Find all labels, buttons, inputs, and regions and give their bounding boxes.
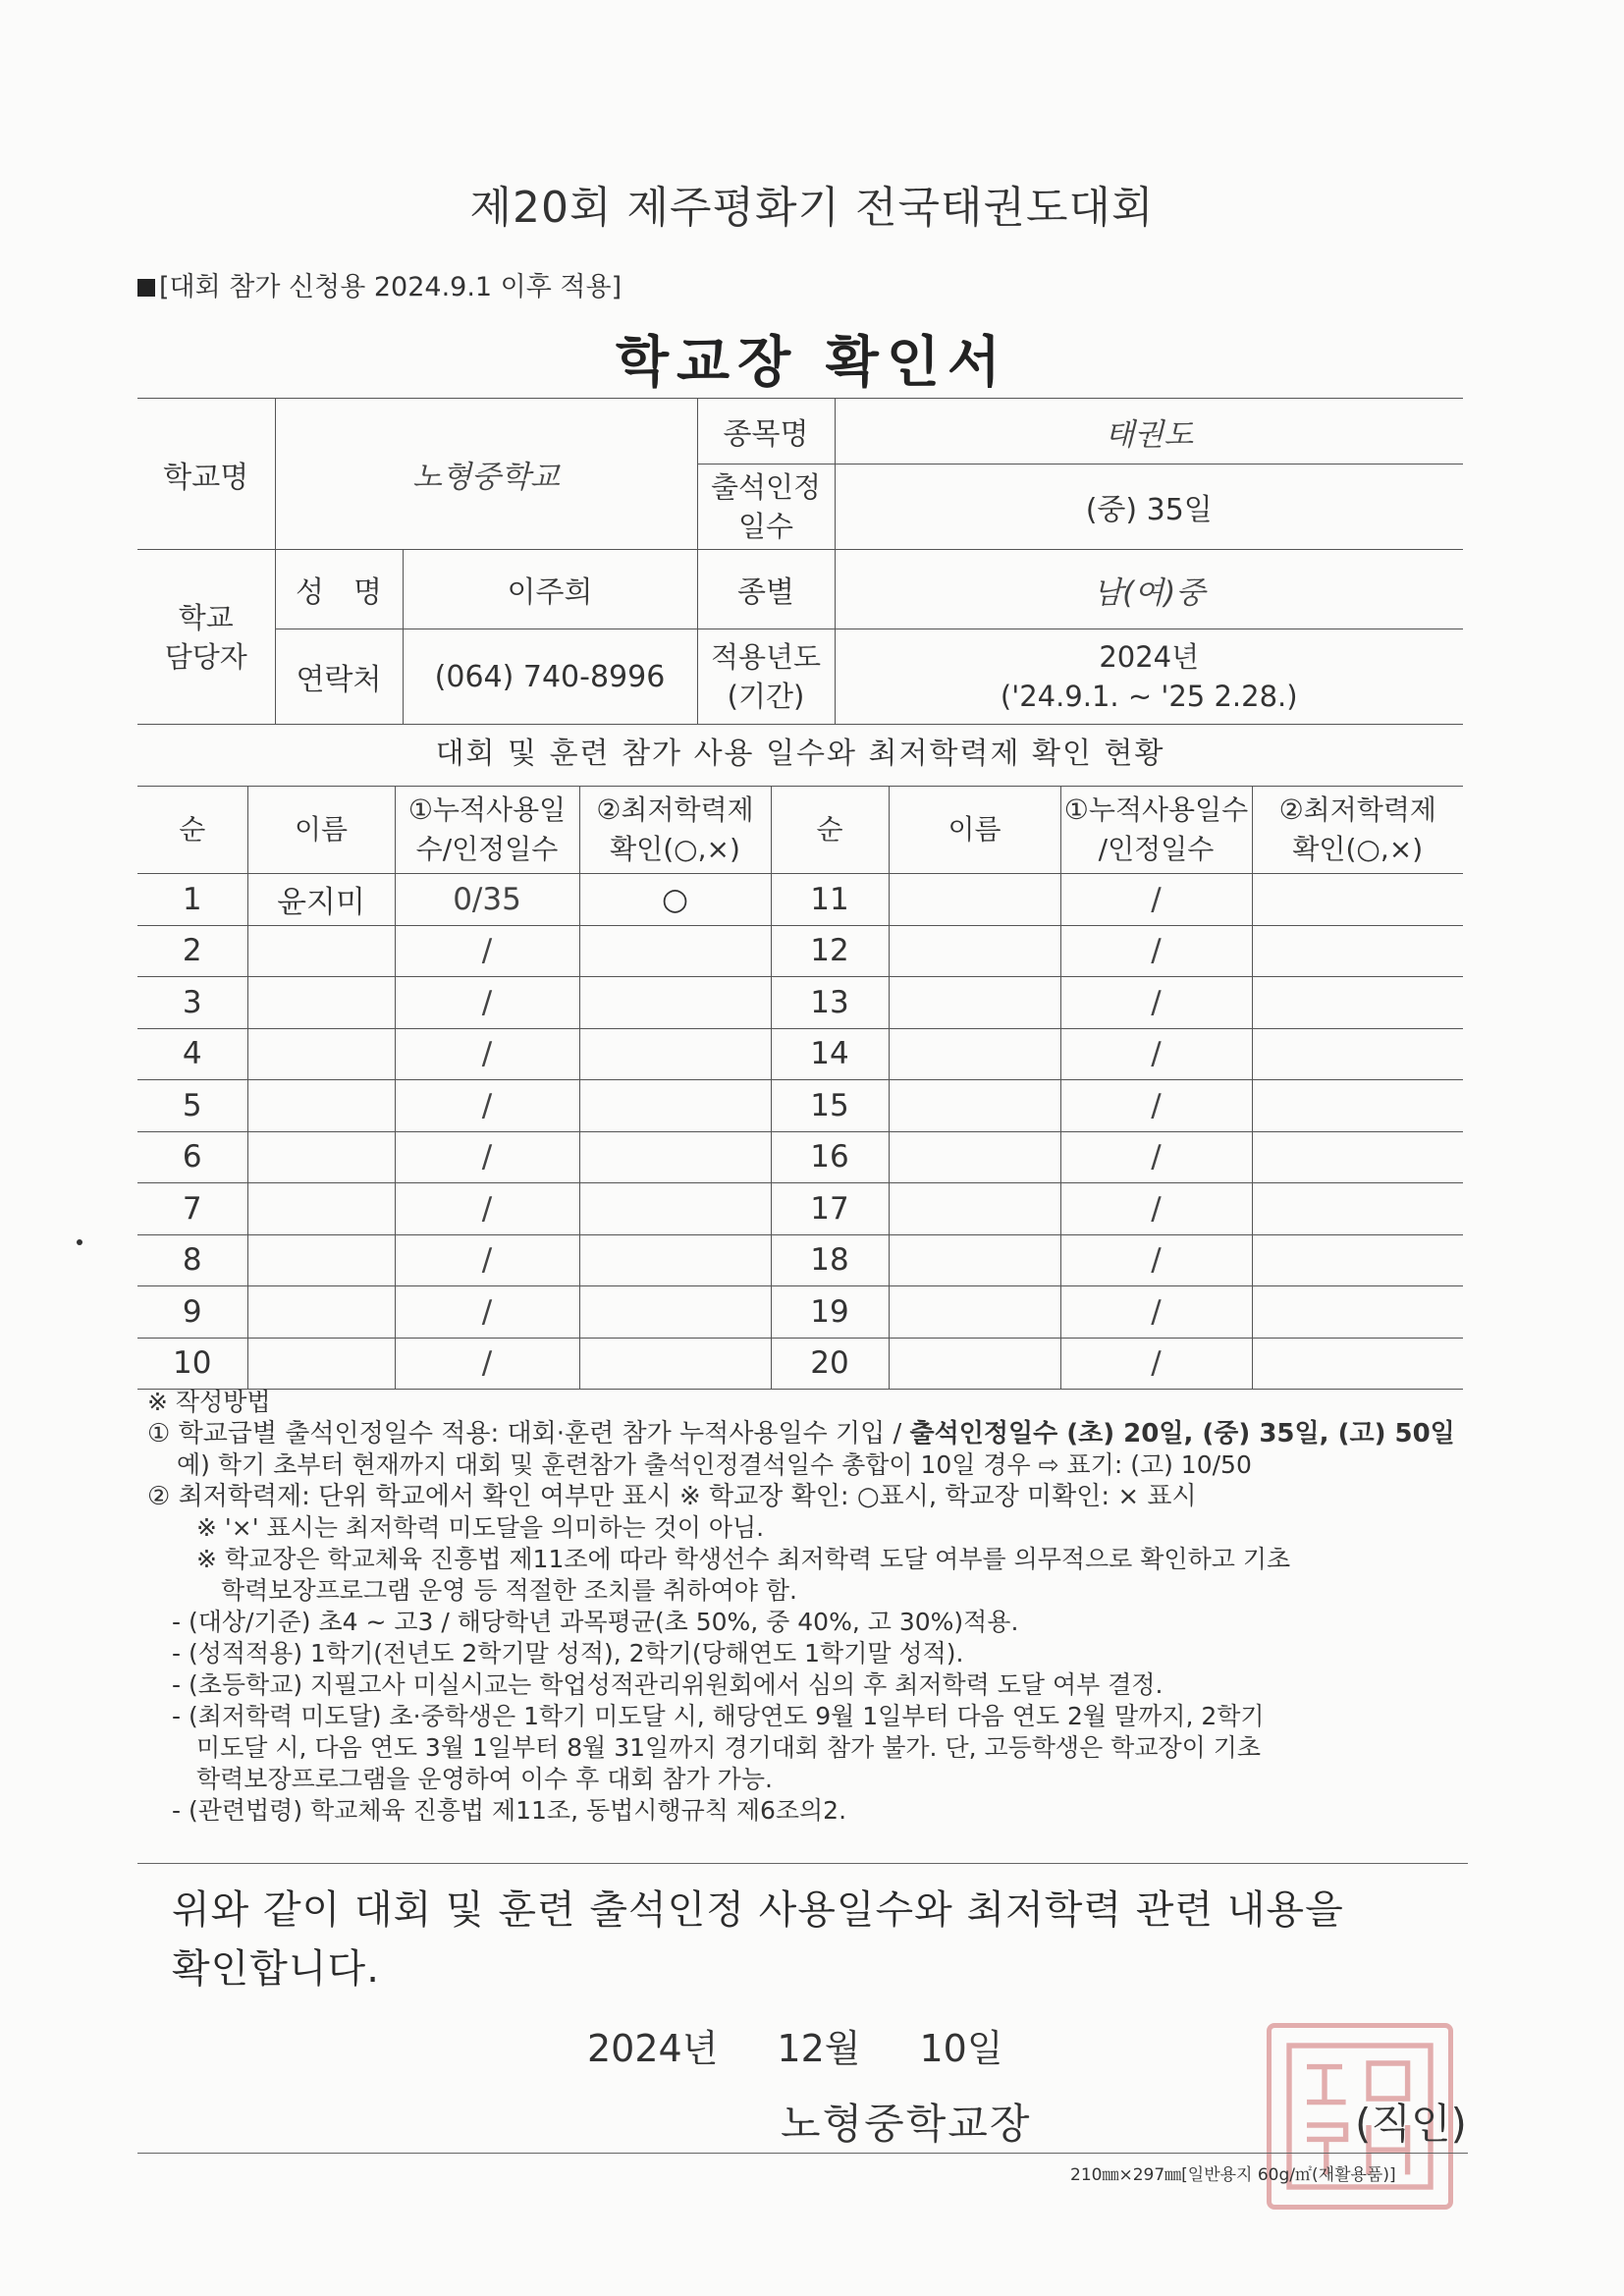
- header-check-1: ②최저학력제: [596, 793, 754, 826]
- header-no: 순: [137, 787, 247, 874]
- year-value-1: 2024년: [1099, 640, 1200, 674]
- header-days: [395, 787, 579, 874]
- attend-label-2: 일수: [737, 510, 794, 543]
- note-1-bold: 출석인정일수 (초) 20일, (중) 35일, (고) 50일: [909, 1419, 1455, 1449]
- instructions: [147, 1387, 1473, 1827]
- row-no-right: 16: [771, 1131, 889, 1183]
- row-check-right: [1252, 925, 1463, 977]
- row-no: 5: [137, 1080, 247, 1132]
- row-days: /: [395, 925, 579, 977]
- header-no-right: 순: [771, 787, 889, 874]
- row-no: 4: [137, 1028, 247, 1080]
- table-row: [137, 1286, 1463, 1339]
- table-row: [137, 1080, 1463, 1132]
- seal-label: (직인): [1355, 2100, 1467, 2148]
- header-name-right: 이름: [889, 787, 1060, 874]
- date-day: 10일: [919, 2027, 1003, 2070]
- year-label-2: (기간): [727, 680, 805, 713]
- row-check: [579, 1338, 771, 1390]
- row-days-right: /: [1060, 1080, 1252, 1132]
- name-label: 성 명: [275, 550, 403, 629]
- row-no-right: 12: [771, 925, 889, 977]
- gender-value: 남(여)중: [835, 550, 1463, 629]
- row-days: /: [395, 1028, 579, 1080]
- manager-label-2: 담당자: [164, 639, 247, 674]
- row-name-right: [889, 977, 1060, 1029]
- sub-note-text: [대회 참가 신청용 2024.9.1 이후 적용]: [159, 272, 623, 302]
- detail-1: - (대상/기준) 초4 ~ 고3 / 해당학년 과목평균(초 50%, 중 40%, 고 30%)적용.: [172, 1608, 1019, 1636]
- year-value: [835, 629, 1463, 725]
- row-days: /: [395, 1234, 579, 1286]
- row-days: /: [395, 1183, 579, 1235]
- row-name-right: [889, 1028, 1060, 1080]
- header-days-1: ①누적사용일: [407, 793, 567, 826]
- row-no: 6: [137, 1131, 247, 1183]
- note-4b: 학력보장프로그램 운영 등 적절한 조치를 취하여야 함.: [221, 1576, 797, 1605]
- note-1: [147, 1418, 1473, 1449]
- row-name: [247, 1131, 395, 1183]
- row-name: 윤지미: [247, 874, 395, 926]
- row-check: [579, 977, 771, 1029]
- info-table: [137, 398, 1463, 725]
- row-days-right: /: [1060, 1028, 1252, 1080]
- paper-spec: 210㎜×297㎜[일반용지 60g/㎡(재활용품)]: [1070, 2165, 1396, 2185]
- footer-divider: [137, 2153, 1468, 2154]
- row-no: 3: [137, 977, 247, 1029]
- row-no: 9: [137, 1286, 247, 1339]
- row-name-right: [889, 1286, 1060, 1339]
- attend-label-1: 출석인정: [710, 470, 822, 504]
- status-title: 대회 및 훈련 참가 사용 일수와 최저학력제 확인 현황: [435, 737, 1165, 771]
- row-check-right: [1252, 1131, 1463, 1183]
- table-row: [137, 874, 1463, 926]
- row-days: /: [395, 1131, 579, 1183]
- row-days: 0/35: [395, 874, 579, 926]
- contact-label: 연락처: [275, 629, 403, 725]
- confirmation-line-2: 확인합니다.: [172, 1946, 380, 1992]
- header-check-right-1: ②최저학력제: [1278, 793, 1436, 826]
- table-row: [137, 1183, 1463, 1235]
- row-days-right: /: [1060, 1131, 1252, 1183]
- sport-value: 태권도: [835, 399, 1463, 465]
- gender-label: 종별: [697, 550, 835, 629]
- header-check: [579, 787, 771, 874]
- row-name-right: [889, 1131, 1060, 1183]
- grid-header-row: [137, 787, 1463, 874]
- year-label: [697, 629, 835, 725]
- header-days-right-2: /인정일수: [1098, 833, 1215, 865]
- row-days: /: [395, 977, 579, 1029]
- row-days-right: /: [1060, 977, 1252, 1029]
- note-1-example: 예) 학기 초부터 현재까지 대회 및 훈련참가 출석인정결석일수 총합이 10일 경우 ⇨ 표기: (고) 10/50: [177, 1450, 1252, 1479]
- row-no-right: 14: [771, 1028, 889, 1080]
- row-check: [579, 1080, 771, 1132]
- event-title: 제20회 제주평화기 전국태권도대회: [469, 183, 1155, 233]
- table-row: [137, 1028, 1463, 1080]
- confirmation-text: [172, 1881, 1468, 1998]
- divider: [137, 1863, 1468, 1864]
- row-check-right: [1252, 1234, 1463, 1286]
- row-check: ○: [579, 874, 771, 926]
- principal-title: 노형중학교장: [781, 2100, 1032, 2148]
- row-check-right: [1252, 1080, 1463, 1132]
- row-name: [247, 925, 395, 977]
- table-row: [137, 977, 1463, 1029]
- row-no-right: 18: [771, 1234, 889, 1286]
- table-row: [137, 1234, 1463, 1286]
- row-no-right: 11: [771, 874, 889, 926]
- attend-label: [697, 465, 835, 550]
- row-check-right: [1252, 1338, 1463, 1390]
- row-no-right: 20: [771, 1338, 889, 1390]
- row-no: 10: [137, 1338, 247, 1390]
- header-days-right-1: ①누적사용일수: [1063, 793, 1249, 826]
- row-name-right: [889, 874, 1060, 926]
- row-check: [579, 1131, 771, 1183]
- row-check: [579, 1234, 771, 1286]
- notes-heading: ※ 작성방법: [147, 1388, 271, 1416]
- row-name: [247, 1183, 395, 1235]
- sub-note: [137, 265, 622, 303]
- row-no-right: 19: [771, 1286, 889, 1339]
- row-check-right: [1252, 977, 1463, 1029]
- row-check-right: [1252, 874, 1463, 926]
- row-no-right: 15: [771, 1080, 889, 1132]
- scan-speck: [77, 1239, 82, 1245]
- row-days-right: /: [1060, 874, 1252, 926]
- detail-2: - (성적적용) 1학기(전년도 2학기말 성적), 2학기(당해연도 1학기말 성적).: [172, 1639, 964, 1667]
- row-name-right: [889, 925, 1060, 977]
- row-name: [247, 1080, 395, 1132]
- row-days: /: [395, 1338, 579, 1390]
- row-name-right: [889, 1183, 1060, 1235]
- confirmation-line-1: 위와 같이 대회 및 훈련 출석인정 사용일수와 최저학력 관련 내용을: [172, 1887, 1344, 1933]
- row-name: [247, 1338, 395, 1390]
- row-days-right: /: [1060, 1183, 1252, 1235]
- header-name: 이름: [247, 787, 395, 874]
- contact-value: (064) 740-8996: [403, 629, 697, 725]
- note-3: ※ '×' 표시는 최저학력 미도달을 의미하는 것이 아님.: [196, 1513, 765, 1542]
- year-label-1: 적용년도: [710, 640, 822, 674]
- row-no: 7: [137, 1183, 247, 1235]
- row-days: /: [395, 1286, 579, 1339]
- year-value-2: ('24.9.1. ~ '25 2.28.): [1000, 680, 1298, 713]
- detail-3: - (초등학교) 지필고사 미실시교는 학업성적관리위원회에서 심의 후 최저학력 도달 여부 결정.: [172, 1670, 1164, 1699]
- row-no: 2: [137, 925, 247, 977]
- header-days-2: 수/인정일수: [415, 833, 559, 865]
- row-no: 1: [137, 874, 247, 926]
- detail-4b: 미도달 시, 다음 연도 3월 1일부터 8월 31일까지 경기대회 참가 불가. 단, 고등학생은 학교장이 기초: [196, 1733, 1262, 1762]
- detail-5: - (관련법령) 학교체육 진흥법 제11조, 동법시행규칙 제6조의2.: [172, 1796, 847, 1825]
- row-name-right: [889, 1338, 1060, 1390]
- row-check: [579, 925, 771, 977]
- note-1-text: ① 학교급별 출석인정일수 적용: 대회·훈련 참가 누적사용일수 기입 /: [147, 1419, 910, 1449]
- header-check-2: 확인(○,×): [610, 833, 740, 865]
- table-row: [137, 925, 1463, 977]
- date-year: 2024년: [587, 2027, 719, 2070]
- header-check-right-2: 확인(○,×): [1292, 833, 1424, 865]
- row-no-right: 17: [771, 1183, 889, 1235]
- row-name: [247, 1234, 395, 1286]
- row-name: [247, 1286, 395, 1339]
- note-4a: ※ 학교장은 학교체육 진흥법 제11조에 따라 학생선수 최저학력 도달 여부를 의무적으로 확인하고 기초: [196, 1545, 1291, 1573]
- row-days-right: /: [1060, 1286, 1252, 1339]
- row-check: [579, 1028, 771, 1080]
- row-check-right: [1252, 1183, 1463, 1235]
- issue-date: [587, 2018, 1062, 2072]
- row-no: 8: [137, 1234, 247, 1286]
- row-days-right: /: [1060, 1234, 1252, 1286]
- row-name-right: [889, 1234, 1060, 1286]
- manager-label-1: 학교: [178, 600, 234, 634]
- school-label: 학교명: [137, 399, 275, 550]
- manager-label: [137, 550, 275, 725]
- row-days: /: [395, 1080, 579, 1132]
- document-title: 학교장 확인서: [615, 331, 1009, 395]
- row-days-right: /: [1060, 925, 1252, 977]
- status-grid: [137, 786, 1463, 1390]
- school-value: 노형중학교: [275, 399, 697, 550]
- row-check-right: [1252, 1286, 1463, 1339]
- attend-value: (중) 35일: [835, 465, 1463, 550]
- row-check-right: [1252, 1028, 1463, 1080]
- detail-4a: - (최저학력 미도달) 초·중학생은 1학기 미도달 시, 해당연도 9월 1일부터 다음 연도 2월 말까지, 2학기: [172, 1702, 1265, 1730]
- table-row: [137, 1131, 1463, 1183]
- row-name: [247, 977, 395, 1029]
- header-check-right: [1252, 787, 1463, 874]
- sport-label: 종목명: [697, 399, 835, 465]
- row-name-right: [889, 1080, 1060, 1132]
- note-2: ② 최저학력제: 단위 학교에서 확인 여부만 표시 ※ 학교장 확인: ○표시, 학교장 미확인: × 표시: [147, 1482, 1197, 1511]
- row-name: [247, 1028, 395, 1080]
- row-check: [579, 1183, 771, 1235]
- square-bullet-icon: [137, 279, 155, 297]
- row-days-right: /: [1060, 1338, 1252, 1390]
- row-no-right: 13: [771, 977, 889, 1029]
- table-row: [137, 1338, 1463, 1390]
- date-month: 12월: [777, 2027, 861, 2070]
- name-value: 이주희: [403, 550, 697, 629]
- row-check: [579, 1286, 771, 1339]
- detail-4c: 학력보장프로그램을 운영하여 이수 후 대회 참가 가능.: [196, 1765, 773, 1793]
- header-days-right: [1060, 787, 1252, 874]
